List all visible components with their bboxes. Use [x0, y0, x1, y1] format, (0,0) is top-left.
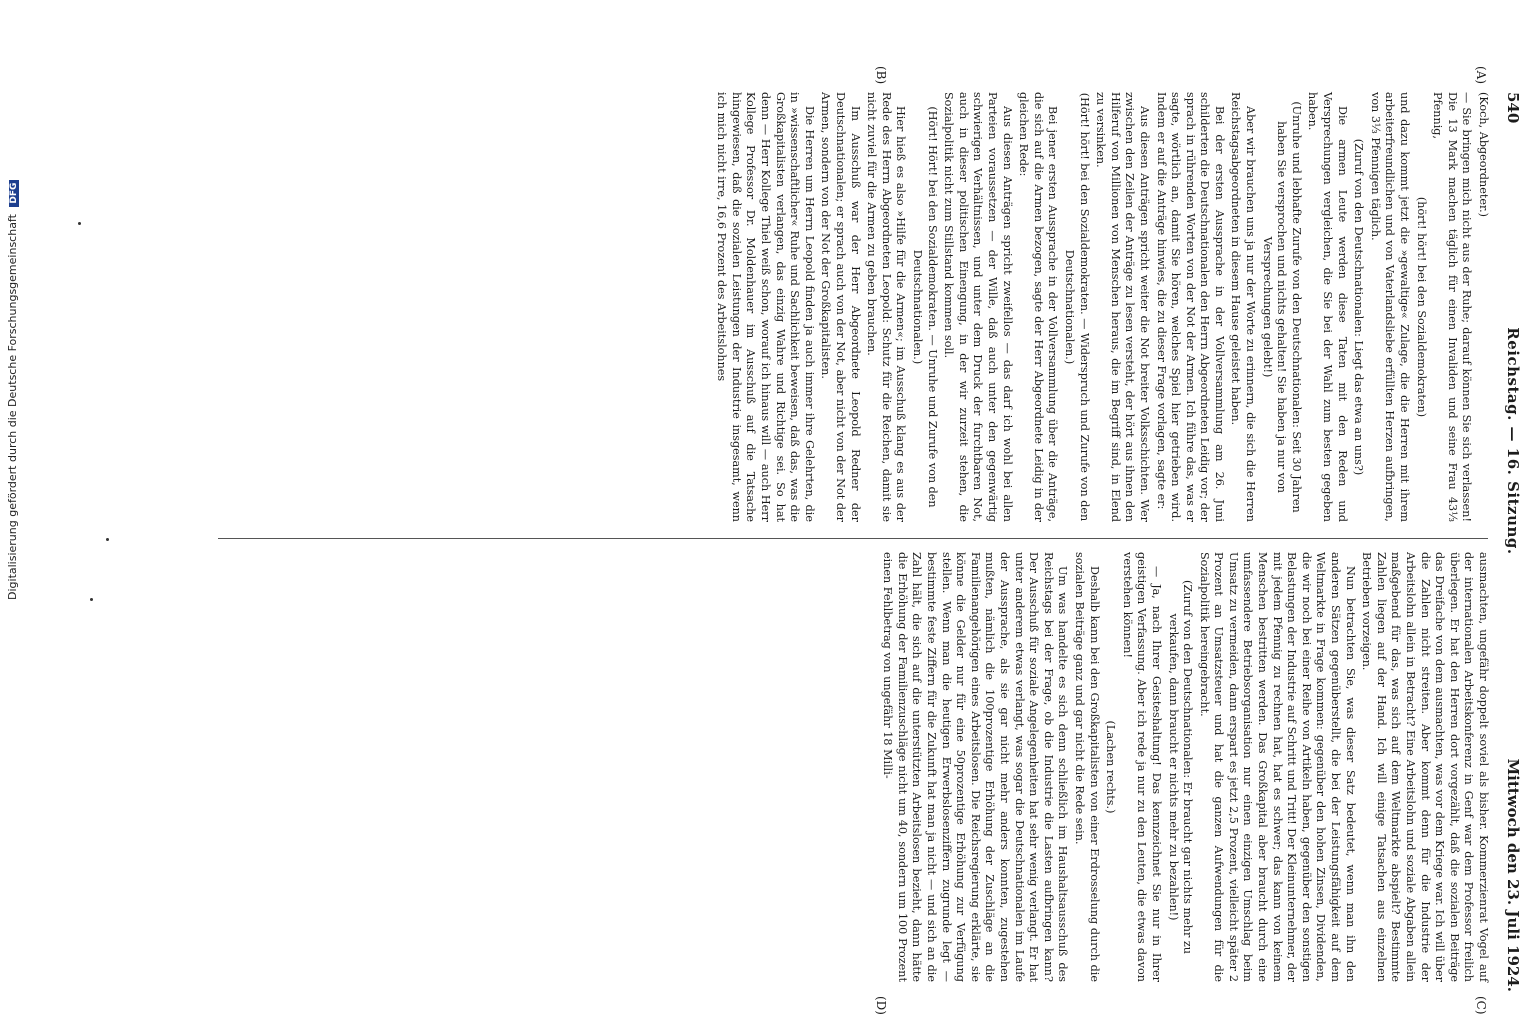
header-title: Reichstag. — 16. Sitzung. [1504, 327, 1522, 555]
rotated-page-content [188, 66, 1528, 1015]
paragraph: Die Herren um Herrn Leopold finden ja auch immer ihre Gelehrten, die in »wissenschaftlicher« Ruhe und Sachlichkeit beweisen, daß das, was die Großkapitalisten verlangen, das einzig Wahre und Richtige sei. So hat denn — Herr Kollege Thiel weiß schon, worauf ich hinaus will — auch Herr Kollege Professor Dr. Moldenhauer im Ausschuß auf die Tatsache hingewiesen, daß die sozialen Leistungen der Industrie insgesamt, wenn ich mich nicht irre, 16,6 Prozent des Arbeitslohnes [715, 92, 816, 522]
paragraph: Hier hieß es also »Hilfe für die Armen«; im Ausschuß klang es aus der Rede des Herrn Abgeordneten Leopold: Schutz für die Reichen, damit sie nicht zuviel für die Armen zu geben brauchen. [865, 92, 908, 522]
paragraph: Nun betrachten Sie, was dieser Satz bedeutet, wenn man ihn den anderen Sätzen gegenüberstellt, die bei der Leistungsfähigkeit auf dem Weltmarkte in Frage kommen: gegenüber den hohen Zinsen, Dividenden, die wir noch bei einer Reihe von Artikeln haben, gegenüber den sonstigen Belastungen der Industrie auf Schritt und Tritt! Der Kleinunternehmer, der mit jedem Pfennig zu rechnen hat, hat es schwer; das kann von keinem Menschen bestritten werden. Das Großkapital aber braucht durch eine umfassendere Betriebsorganisation nur einen einzigen Umschlag beim Umsatz zu vermeiden, dann erspart es jetzt 2,5 Prozent, vielleicht später 2 Prozent an Umsatzsteuer und hat die ganzen Aufwendungen für die Sozialpolitik hereingebracht. [1197, 552, 1357, 982]
paragraph: ausmachten, ungefähr doppelt soviel als bisher. Kommerzienrat Vogel auf der internationalen Arbeitskonferenz in Genf war dem Professor freilich überlegen. Er hat den Herren dort vorgezählt, daß die sozialen Beiträge das Dreifache von dem ausmachten, was vor dem Kriege war. Ich will über die Zahlen nicht streiten. Aber kommt denn für die Industrie der Arbeitslohn allein in Betracht? Eine Arbeitslohn und soziale Abgaben allein maßgebend für das, was sich auf dem Weltmarkte abspielt? Bestimmte Zahlen liegen auf der Hand. Ich will einige Tatsachen aus einzelnen Betrieben vorzeigen. [1360, 552, 1490, 982]
paragraph: Im Ausschuß war der Herr Abgeordnete Leopold Redner der Deutschnationalen; er sprach auch von der Not, aber nicht von der Not der Armen, sondern von der Not der Großkapitalisten. [819, 92, 862, 522]
speck [78, 222, 81, 225]
speck [106, 538, 109, 541]
margin-marker-b: (B) [874, 66, 888, 85]
interjection: (Zuruf von den Deutschnationalen: Liegt das etwa an uns?) [1352, 138, 1366, 476]
credit-text: Digitalisierung gefördert durch die Deutsche Forschungsgemeinschaft [6, 214, 19, 600]
paragraph: Bei jener ersten Aussprache in der Vollversammlung über die Anträge, die sich auf die Armen bezogen, sagte der Herr Abgeordnete Leidig in der gleichen Rede: [1017, 92, 1060, 522]
paragraph: — Ja, nach Ihrer Geisteshaltung! Das kennzeichnet Sie nur in Ihrer geistigen Verfassung. Aber ich rede ja nur zu den Leuten, die etwas davon verstehen können! [1120, 552, 1163, 982]
margin-marker-a: (A) [1474, 66, 1488, 85]
paragraph: und dazu kommt jetzt die »gewaltige« Zulage, die die Herren mit ihrem arbeiterfreundlichen und von Vaterlandsliebe erfüllten Herzen aufbringen, von 3⅓ Pfennigen täglich. [1368, 92, 1412, 522]
page-number: 540 [1504, 92, 1522, 124]
paragraph: Um was handelte es sich denn schließlich im Haushaltsausschuß des Reichstags bei der Frage, ob die Industrie die Lasten aufbringen kann? Der Ausschuß für soziale Angelegenheiten hat sehr wenig verlangt. Er hat unter anderem etwas verlangt, was sogar die Deutschnationalen im Laufe der Aussprache, als sie gar nicht mehr anders konnten, zugestehen mußten, nämlich die 100prozentige Erhöhung der Zuschläge an die Familienangehörigen eines Arbeitslosen. Die Reichsregierung erklärte, sie könne die Gelder nur für eine 50prozentige Erhöhung zur Verfügung stellen. Wenn man die heutigen Erwerbslosenziffern zugrunde legt — bestimmte feste Ziffern für die Zukunft hat man ja nicht — und sich an die Zahl hält, die sich auf die unterstützten Arbeitslosen bezieht, dann hätte die Erhöhung der Familienzuschläge nicht um 40, sondern um 100 Prozent einen Fehlbetrag von ungefähr 18 Milli- [881, 552, 1070, 982]
column-divider [218, 538, 1488, 539]
right-column [210, 552, 1490, 982]
margin-marker-c: (C) [1474, 996, 1488, 1015]
interjection: (Hört! Hört! bei den Sozialdemokraten. — Unruhe und Zurufe von den Deutschnationalen.) [911, 106, 939, 508]
paragraph: Deshalb kann bei den Großkapitalisten von einer Erdrosselung durch die sozialen Beiträge ganz und gar nicht die Rede sein. [1072, 552, 1101, 982]
interjection: (Zuruf von den Deutschnationalen: Er braucht gar nichts mehr zu verkaufen, dann braucht er nichts mehr zu bezahlen!) [1166, 580, 1195, 954]
margin-marker-d: (D) [874, 996, 888, 1015]
paragraph: — Sie bringen mich nicht aus der Ruhe; darauf können Sie sich verlassen! Die 13 Mark machen täglich für einen Invaliden und seine Frau 43⅓ Pfennig, [1431, 92, 1474, 522]
dfg-logo: DFG [9, 180, 19, 207]
page-header [1498, 92, 1528, 992]
paragraph: Aber wir brauchen uns ja nur der Worte zu erinnern, die sich die Herren Reichstagsabgeordneten in diesem Hause geleistet haben. [1229, 92, 1258, 522]
left-column [210, 92, 1490, 522]
digitization-credit [6, 182, 22, 600]
interjection: (hört! hört! bei den Sozialdemokraten) [1414, 196, 1428, 418]
paragraph: Die armen Leute werden diese Taten mit den Reden und Versprechungen vergleichen, die Sie bei der Wahl zum besten gegeben haben. [1306, 92, 1349, 522]
interjection: (Hört! hört! bei den Sozialdemokraten. — Widerspruch und Zurufe von den Deutschnationalen.) [1062, 92, 1091, 522]
paragraph: Bei der ersten Aussprache in der Vollversammlung am 26. Juni schilderten die Deutschnationalen den Herrn Abgeordneten Leidig vor; der sprach in rührenden Worten von der Not der Armen. Ich führe das, was er sagte, wörtlich an, damit Sie hören, welches Spiel hier getrieben wird. Indem er auf die Anträge hinwies, die zu dieser Frage vorlagen, sagte er: [1154, 92, 1226, 522]
quote: Aus diesen Anträgen spricht zweifellos — das darf ich wohl bei allen Parteien voraussetzen — der Wille, daß auch unter den gegenwärtig schwierigen Verhältnissen, und unter dem Druck der furchtbaren Not, auch in dieser politischen Einengung, in der wir zurzeit stehen, die Sozialpolitik nicht zum Stillstand kommen soll. [942, 92, 1014, 522]
interjection: (Unruhe und lebhafte Zurufe von den Deutschnationalen: Seit 30 Jahren haben Sie versprochen und nichts gehalten! Sie haben ja nur von Versprechungen gelebt!) [1260, 101, 1303, 513]
speck [90, 598, 93, 601]
quote: Aus diesen Anträgen spricht weiter die Not breiter Volksschichten. Wer zwischen den Zeilen der Anträge zu lesen versteht, der hört aus ihnen den Hilferuf von Millionen von Menschen heraus, die im Begriff sind, in Elend zu versinken. [1094, 92, 1151, 522]
header-date: Mittwoch den 23. Juli 1924. [1504, 758, 1522, 992]
speaker-line: (Koch, Abgeordneter.) [1477, 92, 1490, 217]
interjection: (Lachen rechts.) [1104, 720, 1118, 814]
